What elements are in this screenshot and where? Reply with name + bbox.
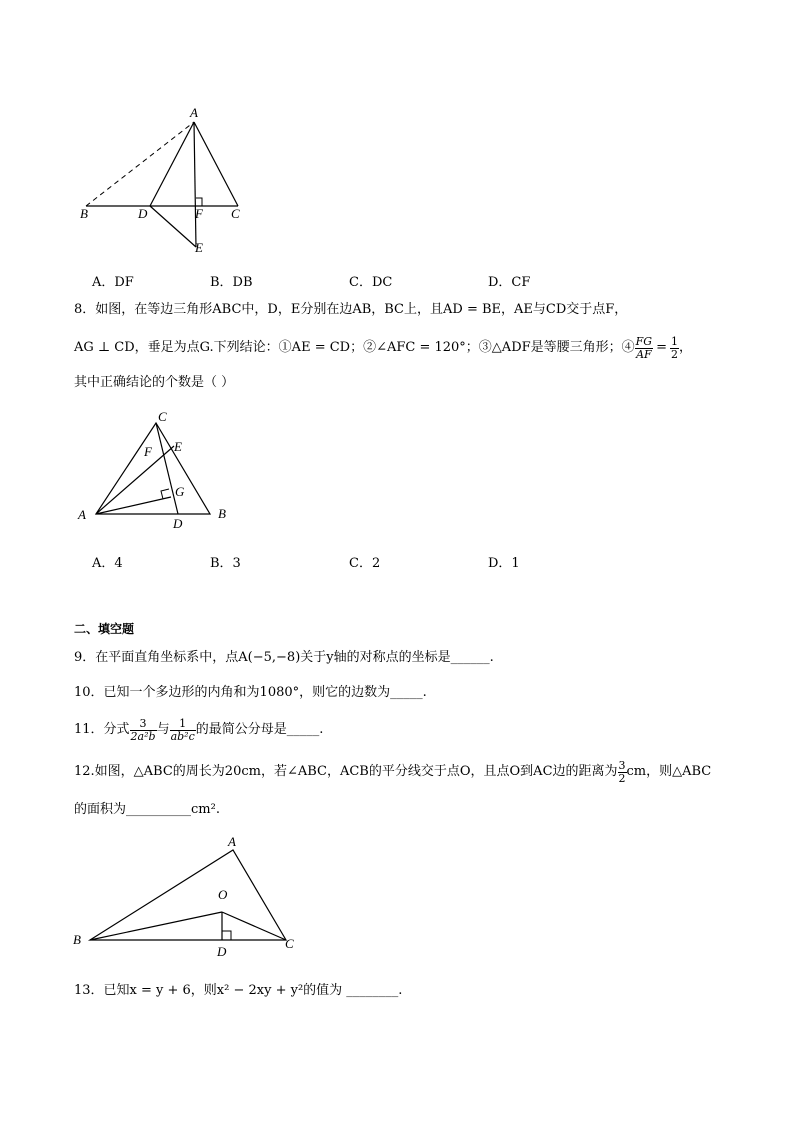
q8-option-a: A．4 [92,556,123,571]
q13-text: 13．已知x = y + 6，则x² − 2xy + y²的值为 ________. [74,983,403,998]
q10-text: 10．已知一个多边形的内角和为1080°，则它的边数为_____. [74,685,427,700]
fraction-numerator: FG [635,334,653,348]
q8-line-2-end: ， [678,340,692,355]
q8-fraction-fg-af [635,336,653,361]
line-bo [90,912,222,940]
label-a: A [190,105,198,120]
section-heading: 二、填空题 [74,622,135,636]
fraction-denominator: 2 [670,347,678,361]
q8-option-c: C．2 [349,556,381,571]
label-d: D [217,944,227,959]
label-f: F [144,444,152,459]
line-de [150,206,196,247]
q8-fraction-half [670,336,679,361]
figure-q12 [68,828,308,963]
q11-fraction-1 [130,718,157,743]
right-angle-mark [222,931,231,940]
q8-equals: = [656,340,667,355]
figure-q7 [70,95,270,265]
q12-text-pre: 12.如图，△ABC的周长为20cm，若∠ABC，ACB的平分线交于点O，且点O到AC边的距离为 [74,764,618,779]
line-ac [194,122,238,206]
triangle-abc [96,423,210,514]
line-oc [222,912,286,940]
label-e: E [195,240,203,255]
label-d: D [173,516,183,531]
fraction-numerator: 3 [130,718,157,731]
q7-option-b: B．DB [210,275,253,290]
q8-option-b: B．3 [210,556,241,571]
right-angle-mark [196,198,202,206]
fraction-denominator: 2 [618,771,626,785]
line-ae [96,446,174,514]
label-a: A [78,507,86,522]
q11-fraction-2 [170,718,196,743]
label-c: C [231,206,240,221]
q8-line-2 [74,330,692,366]
line-ag [96,497,171,514]
q7-option-a: A．DF [92,275,134,290]
fraction-numerator: 1 [170,718,196,731]
label-f: F [195,206,203,221]
fraction-denominator: 2a²b [130,729,156,743]
fraction-denominator: ab²c [170,729,195,743]
label-b: B [80,206,88,221]
fraction-numerator: 1 [670,334,678,348]
label-c: C [285,936,294,951]
q11-text-mid: 与 [156,722,170,737]
q7-option-c: C．DC [349,275,393,290]
label-o: O [218,887,228,902]
q9-text: 9．在平面直角坐标系中，点A(−5,−8)关于y轴的对称点的坐标是______. [74,650,494,665]
q8-option-d: D．1 [488,556,520,571]
q11-text-post: 的最简公分母是_____. [195,722,324,737]
figure-q8 [70,400,250,535]
label-g: G [175,484,185,499]
q8-line-2-text: AG ⊥ CD，垂足为点G.下列结论：①AE = CD；②∠AFC = 120°；③△ADF是等腰三角形；④ [74,340,635,355]
q8-line-3: 其中正确结论的个数是（ ） [74,375,235,390]
label-d: D [138,206,148,221]
label-c: C [158,409,167,424]
fraction-numerator: 3 [618,758,626,772]
q12-line-1 [74,754,711,790]
q7-option-d: D．CF [488,275,531,290]
q11-text-pre: 11．分式 [74,722,130,737]
q8-line-1: 8．如图，在等边三角形ABC中，D，E分别在边AB，BC上，且AD = BE，AE与CD交于点F， [74,302,628,317]
line-ad [150,122,194,206]
label-a: A [228,834,236,849]
fraction-denominator: AF [636,347,652,361]
q12-fraction [618,760,627,785]
q11-line [74,712,323,748]
dashed-line-ba [86,122,194,206]
line-ae [194,122,196,247]
label-b: B [73,932,81,947]
label-e: E [174,439,182,454]
q12-line-2: 的面积为__________cm². [74,802,220,817]
q12-text-post: cm，则△ABC [626,764,712,779]
label-b: B [218,506,226,521]
line-cd [156,423,178,514]
